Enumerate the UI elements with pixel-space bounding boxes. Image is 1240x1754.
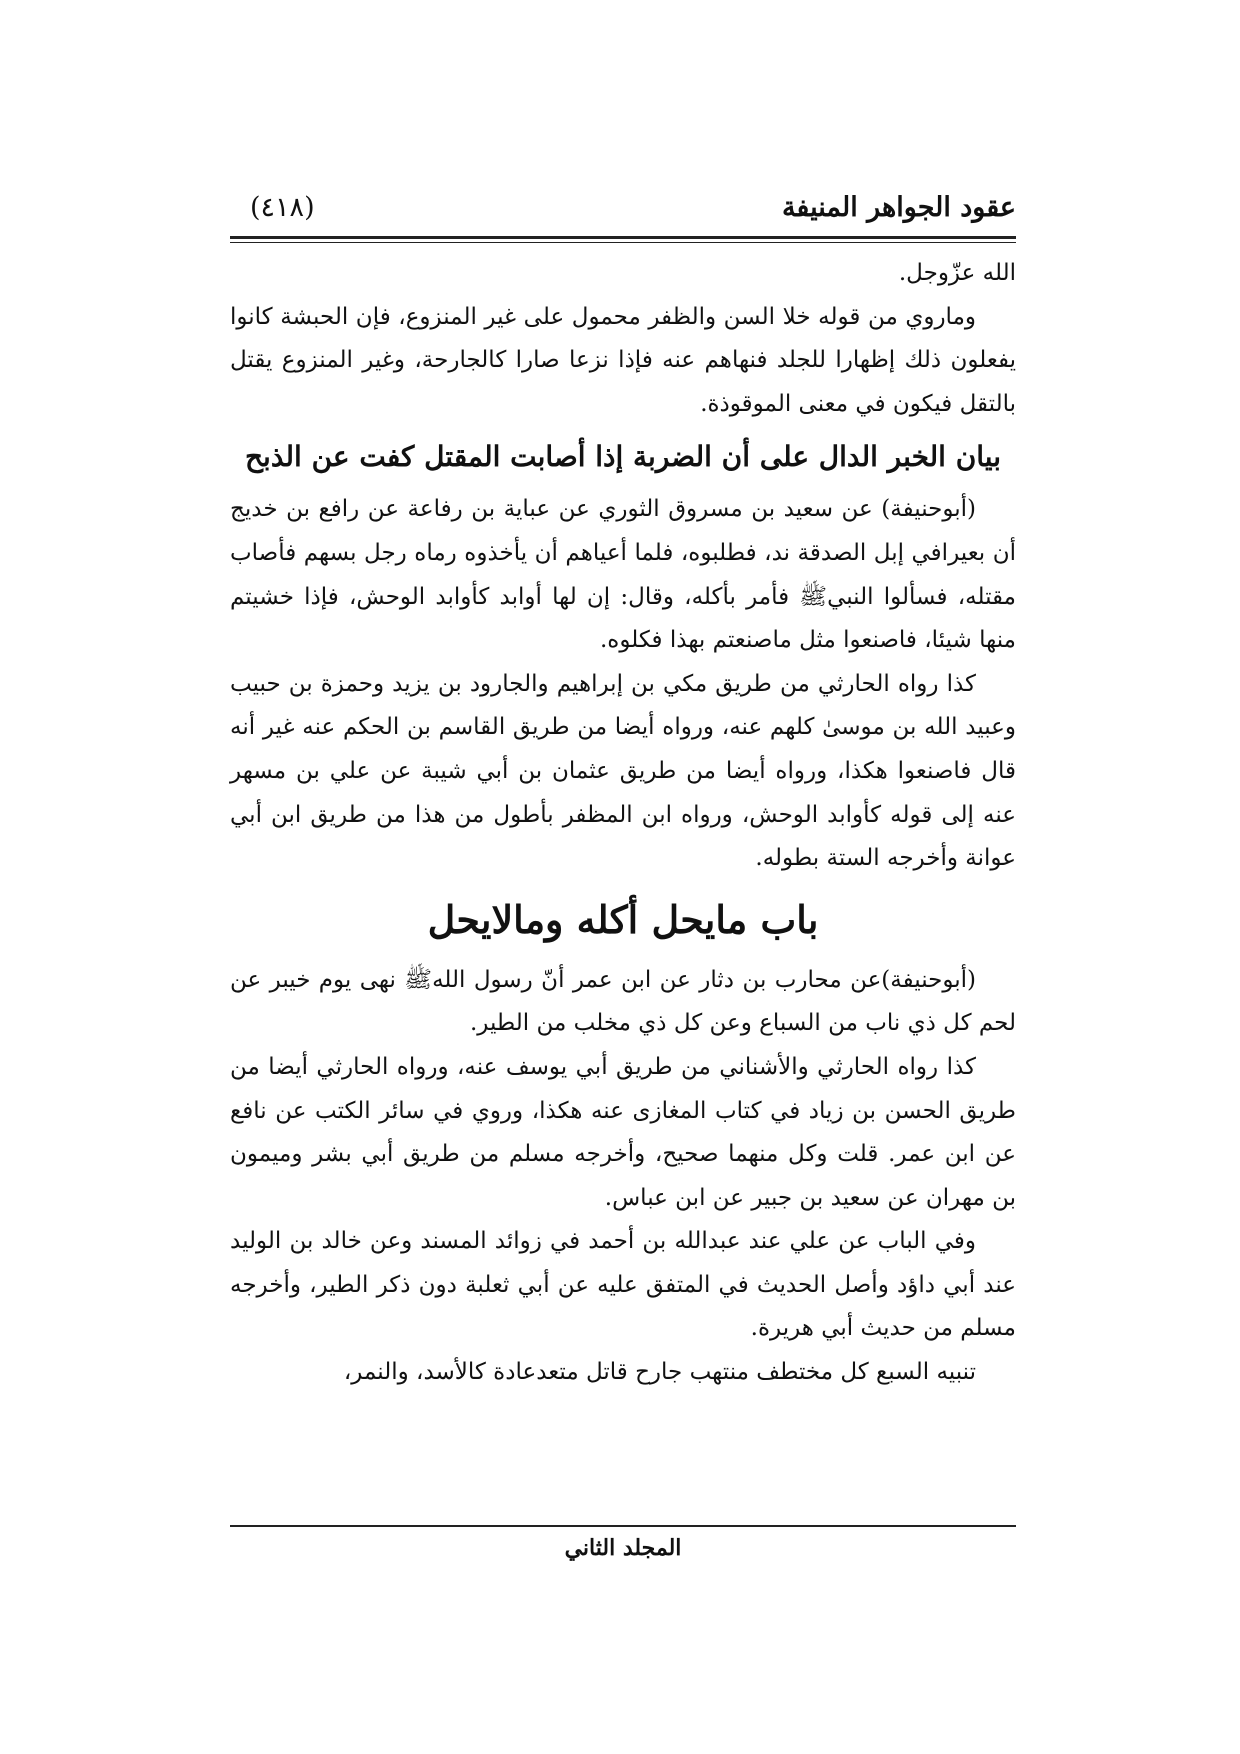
page-header bbox=[230, 188, 1016, 234]
paragraph: (أبوحنيفة)عن محارب بن دثار عن ابن عمر أنّ رسول اللهﷺ نهى يوم خيبر عن لحم كل ذي ناب من السباع وعن كل ذي مخلب من الطير. bbox=[230, 966, 1016, 1037]
paragraph: كذا رواه الحارثي من طريق مكي بن إبراهيم والجارود بن يزيد وحمزة بن حبيب وعبيد الله بن موسىٰ كلهم عنه، ورواه أيضا من طريق القاسم بن الحكم عنه غير أنه قال فاصنعوا هكذا، ورواه أيضا من طريق عثمان بن أبي شيبة عن علي بن مسهر عنه إلى قوله كأوابد الوحش، ورواه ابن المظفر بأطول من هذا من طريق ابن أبي عوانة وأخرجه الستة بطوله. bbox=[230, 670, 1016, 872]
page-body bbox=[230, 252, 1016, 1395]
volume-footer: المجلد الثاني bbox=[564, 1535, 682, 1561]
page-number: (٤١٨) bbox=[250, 192, 315, 223]
header-rule-thin bbox=[230, 242, 1016, 243]
paragraph-continuation: الله عزّوجل. bbox=[898, 260, 1016, 286]
paragraph: وماروي من قوله خلا السن والظفر محمول على غير المنزوع، فإن الحبشة كانوا يفعلون ذلك إظهارا للجلد فنهاهم عنه فإذا نزعا صارا كالجارحة، وغير المنزوع يقتل بالتقل فيكون في معنى الموقوذة. bbox=[230, 303, 1016, 417]
paragraph: كذا رواه الحارثي والأشناني من طريق أبي يوسف عنه، ورواه الحارثي أيضا من طريق الحسن بن زياد في كتاب المغازى عنه هكذا، وروي في سائر الكتب عن نافع عن ابن عمر. قلت وكل منهما صحيح، وأخرجه مسلم من طريق أبي بشر وميمون بن مهران عن سعيد بن جبير عن ابن عباس. bbox=[230, 1053, 1016, 1211]
header-rule-thick bbox=[230, 236, 1016, 239]
running-title: عقود الجواهر المنيفة bbox=[781, 192, 1016, 223]
paragraph: (أبوحنيفة) عن سعيد بن مسروق الثوري عن عباية بن رفاعة عن رافع بن خديج أن بعيرافي إبل الصدقة ند، فطلبوه، فلما أعياهم أن يأخذوه رماه رجل بسهم فأصاب مقتله، فسألوا النبيﷺ فأمر بأكله، وقال: إن لها أوابد كأوابد الوحش، فإذا خشيتم منها شيئا، فاصنعوا مثل ماصنعتم بهذا فكلوه. bbox=[230, 496, 1016, 654]
paragraph: تنبيه السبع كل مختطف منتهب جارح قاتل متعدعادة كالأسد، والنمر، bbox=[343, 1359, 976, 1386]
footer-rule bbox=[230, 1525, 1016, 1527]
section-heading: بيان الخبر الدال على أن الضربة إذا أصابت المقتل كفت عن الذبح bbox=[244, 440, 1002, 474]
paragraph: وفي الباب عن علي عند عبدالله بن أحمد في زوائد المسند وعن خالد بن الوليد عند أبي داؤد وأصل الحديث في المتفق عليه عن أبي ثعلبة دون ذكر الطير، وأخرجه مسلم من حديث أبي هريرة. bbox=[230, 1228, 1016, 1342]
chapter-heading: باب مايحل أكله ومالايحل bbox=[427, 896, 819, 942]
